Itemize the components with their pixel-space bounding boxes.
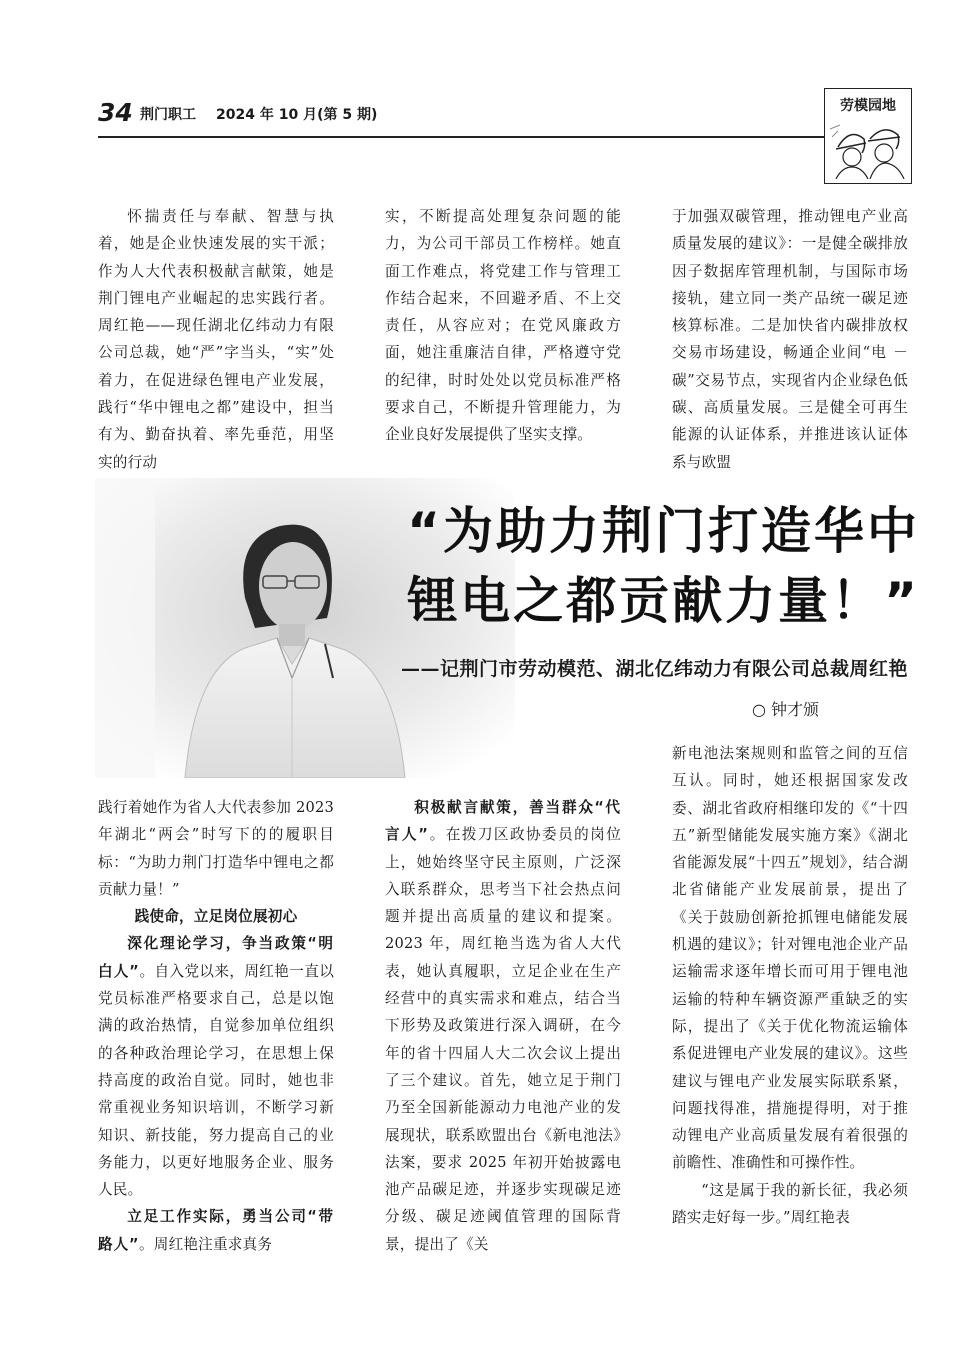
bottom-col2-para-1 (385, 794, 621, 1258)
section-subheading: 践使命，立足岗位展初心 (134, 908, 298, 926)
top-column-3 (672, 203, 908, 476)
top-col3-paragraph: 于加强双碳管理，推动锂电产业高质量发展的建议》：一是健全碳排放因子数据库管理机制，与国际市场接轨，建立同一类产品统一碳足迹核算标准。二是加快省内碳排放权交易市场建设，畅通企业间“电 － 碳”交易节点，实现省内企业绿色低碳、高质量发展。三是健全可再生能源的认证体系，并推进该认证体系与欧盟 (672, 208, 908, 471)
issue-date: 2024 年 10 月(第 5 期) (216, 107, 378, 123)
paragraph-body: 。自入党以来，周红艳一直以党员标准严格要求自己，总是以饱满的政治热情，自觉参加单位组织的各种政治理论学习，在思想上保持高度的政治自觉。同时，她也非常重视业务知识培训，不断学习新知识、新技能，努力提高自己的业务能力，以更好地服务企业、服务人民。 (98, 962, 334, 1199)
byline: ○ 钟才颁 (752, 700, 820, 719)
header-rule (98, 136, 908, 138)
top-column-2 (385, 203, 621, 449)
top-col2-paragraph: 实，不断提高处理复杂问题的能力，为公司干部员工作榜样。她直面工作难点，将党建工作与管理工作结合起来，不回避矛盾、不上交责任，从容应对；在党风廉政方面，她注重廉洁自律，严格遵守党的纪律，时时处处以党员标准严格要求自己，不断提升管理能力，为企业良好发展提供了坚实支撑。 (385, 208, 621, 444)
bottom-column-2 (385, 794, 621, 1258)
top-column-1 (98, 203, 334, 476)
top-col1-paragraph: 怀揣责任与奉献、智慧与执着，她是企业快速发展的实干派；作为人大代表积极献言献策，她是荆门锂电产业崛起的忠实践行者。周红艳——现任湖北亿纬动力有限公司总裁，她“严”字当头，“实”处着力，在促进绿色锂电产业发展，践行“华中锂电之都”建设中，担当有为、勤奋执着、率先垂范，用坚实的行动 (98, 208, 334, 471)
section-badge (824, 88, 912, 184)
bottom-col3-para-2: “这是属于我的新长征，我必须踏实走好每一步。”周红艳表 (672, 1181, 908, 1227)
paragraph-body: 。周红艳注重求真务 (138, 1235, 273, 1253)
title-line-1: “为助力荆门打造华中 (407, 502, 920, 560)
bottom-column-1 (98, 794, 334, 1258)
magazine-name: 荆门职工 (140, 107, 196, 123)
article-title (320, 496, 920, 636)
article-subtitle: ——记荆门市劳动模范、湖北亿纬动力有限公司总裁周红艳 (400, 658, 908, 680)
workers-illustration-icon (828, 119, 908, 179)
page-number: 34 (98, 98, 133, 127)
bottom-col1-para-1: 践行着她作为省人大代表参加 2023 年湖北“两会”时写下的的履职目标：“为助力荆门打造华中锂电之都贡献力量！” (98, 799, 334, 898)
lead-phrase: 积极献言献策，善当群众“代言人” (385, 799, 621, 844)
bottom-col1-para-2 (98, 930, 334, 1203)
bottom-col3-para-1: 新电池法案规则和监管之间的互信互认。同时，她还根据国家发改委、湖北省政府相继印发的《“十四五”新型储能发展实施方案》《湖北省能源发展“十四五”规划》，结合湖北省储能产业发展前景，提出了《关于鼓励创新抢抓锂电储能发展机遇的建议》；针对锂电池企业产品运输需求逐年增长而可用于锂电池运输的特种车辆资源严重缺乏的实际，提出了《关于优化物流运输体系促进锂电产业发展的建议》。这些建议与锂电产业发展实际联系紧，问题找得准，措施提得明，对于推动锂电产业高质量发展有着很强的前瞻性、准确性和可操作性。 (672, 745, 908, 1172)
bottom-col1-para-3 (98, 1203, 334, 1258)
title-line-2: 锂电之都贡献力量！” (407, 572, 920, 630)
section-label: 劳模园地 (840, 98, 896, 114)
paragraph-body: 。在拨刀区政协委员的岗位上，她始终坚守民主原则，广泛深入联系群众，思考当下社会热点问题并提出高质量的建议和提案。2023 年，周红艳当选为省人大代表，她认真履职，立足企业在生产经营中的真实需求和难点，结合当下形势及政策进行深入调研，在今年的省十四届人大二次会议上提出了三个建议。首先，她立足于荆门乃至全国新能源动力电池产业的发展现状，联系欧盟出台《新电池法》法案，要求 2025 年初开始披露电池产品碳足迹，并逐步实现碳足迹分级、碳足迹阈值管理的国际背景，提出了《关 (385, 826, 621, 1253)
bottom-column-3 (672, 740, 908, 1231)
lead-phrase: 立足工作实际，勇当公司“带路人” (98, 1208, 334, 1253)
lead-phrase: 深化理论学习，争当政策“明白人” (98, 935, 334, 980)
